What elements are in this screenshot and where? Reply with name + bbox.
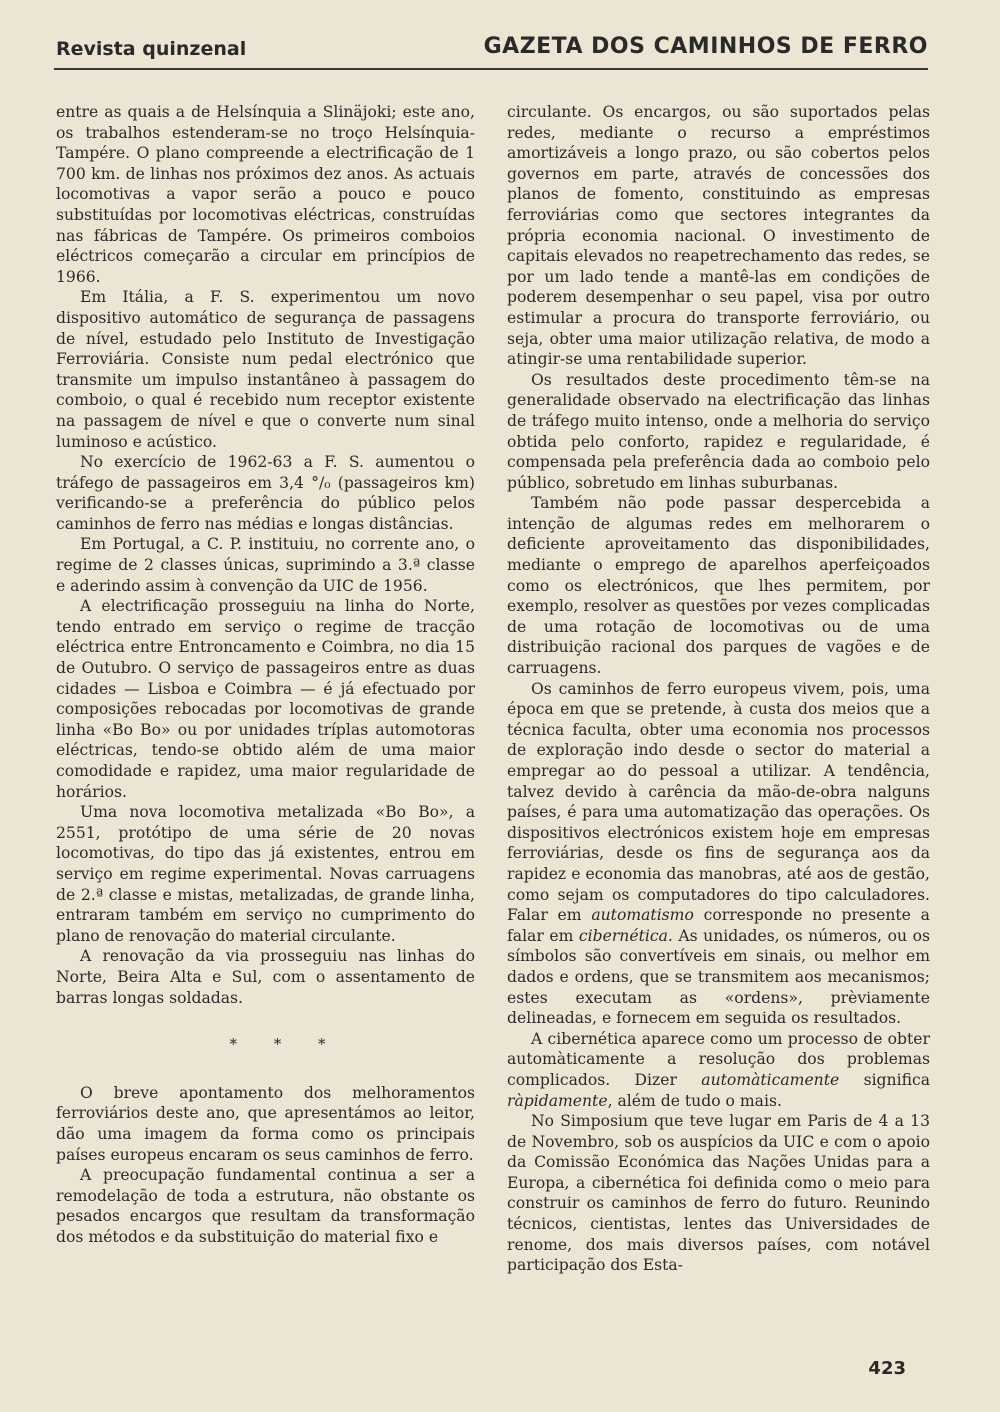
paragraph: Em Itália, a F. S. experimentou um novo dispositivo automático de segurança de passagens de nível, estudado pelo Instituto de Investigação Ferroviária. Consiste num pedal electrónico que transmite um impulso instantâneo à passagem do comboio, o qual é recebido num receptor existente na passagem de nível e que o converte num sinal luminoso e acústico.: [56, 288, 475, 451]
paragraph: O breve apontamento dos melhoramentos ferroviários deste ano, que apresentámos ao leitor, dão uma imagem da forma como os principais países europeus encaram os seus caminhos de ferro.: [56, 1083, 475, 1164]
journal-frequency: Revista quinzenal: [56, 38, 247, 60]
text-run: Os caminhos de ferro europeus vivem, pois, uma época em que se pretende, à custa dos meios que a técnica faculta, obter uma economia nos processos de exploração indo desde o sector do material a empregar ao do pessoal a utilizar. A tendência, talvez devido à carência da mão-de-obra nalguns países, é para uma automatização das operações. Os dispositivos electrónicos existem hoje em empresas ferroviárias, desde os fins de segurança aos da rapidez e economia das manobras, até aos de gestão, como sejam os computadores do tipo calculadores. Falar em: [507, 679, 930, 925]
italic-term: ràpidamente: [507, 1091, 608, 1110]
right-column: [507, 102, 930, 1276]
text-run: As unidades, os números, ou os símbolos são convertíveis em sinais, ou melhor em dados e ordens, que se transmitem aos mecanismos; estes executam as «ordens», prèviamente delineadas, e fornecem em seguida os resultados.: [507, 926, 930, 1028]
italic-term: automàticamente: [701, 1070, 840, 1089]
paragraph: [507, 1029, 930, 1111]
italic-term: cibernética.: [578, 926, 673, 945]
italic-term: automatismo: [591, 906, 694, 925]
paragraph: No Simposium que teve lugar em Paris de 4 a 13 de Novembro, sob os auspícios da UIC e com o apoio da Comissão Económica das Nações Unidas para a Europa, a cibernética foi definida como o meio para construir os caminhos de ferro do futuro. Reunindo técnicos, cientistas, lentes das Universidades de renome, dos mais diversos países, com notável participação dos Esta-: [507, 1112, 930, 1275]
paragraph: No exercício de 1962-63 a F. S. aumentou o tráfego de passageiros em 3,4 °/₀ (passageiros km) verificando-se a preferência do público pelos caminhos de ferro nas médias e longas distâncias.: [56, 453, 475, 533]
paragraph: entre as quais a de Helsínquia a Slinäjoki; este ano, os trabalhos estenderam-se no troço Helsínquia-Tampére. O plano compreende a electrificação de 1 700 km. de linhas nos próximos dez anos. As actuais locomotivas a vapor serão a pouco e pouco substituídas por locomotivas eléctricas, construídas nas fábricas de Tampére. Os primeiros comboios eléctricos começarão a circular em princípios de 1966.: [56, 103, 475, 286]
paragraph: Em Portugal, a C. P. instituiu, no corrente ano, o regime de 2 classes únicas, suprimindo a 3.ª classe e aderindo assim à convenção da UIC de 1956.: [56, 535, 475, 595]
text-run: A cibernética aparece como um processo de obter automàticamente a resolução dos problemas complicados. Dizer: [507, 1029, 930, 1089]
left-column: [56, 102, 475, 1247]
text-run: , além de tudo o mais.: [607, 1091, 782, 1110]
paragraph: A preocupação fundamental continua a ser a remodelação de toda a estrutura, não obstante os pesados encargos que resultam da transformação dos métodos e da substituição do material fixo e: [56, 1166, 475, 1246]
paragraph: [507, 679, 930, 1029]
text-run: corresponde no presente a falar em: [507, 906, 930, 945]
page-number: 423: [868, 1358, 906, 1379]
paragraph: Os resultados deste procedimento têm-se na generalidade observado na electrificação das linhas de tráfego muito intenso, onde a melhoria do serviço obtida pelo conforto, rapidez e regularidade, é compensada pela preferência dada ao comboio pelo público, sobretudo em linhas suburbanas.: [507, 370, 930, 492]
section-separator: * * *: [229, 1035, 342, 1054]
paragraph: A electrificação prosseguiu na linha do Norte, tendo entrado em serviço o regime de tracção eléctrica entre Entroncamento e Coimbra, no dia 15 de Outubro. O serviço de passageiros entre as duas cidades — Lisboa e Coimbra — é já efectuado por composições rebocadas por locomotivas de grande linha «Bo Bo» ou por unidades tríplas automotoras eléctricas, tendo-se obtido além de uma maior comodidade e rapidez, uma maior regularidade de horários.: [56, 597, 475, 801]
paragraph: A renovação da via prosseguiu nas linhas do Norte, Beira Alta e Sul, com o assentamento de barras longas soldadas.: [56, 947, 475, 1007]
paragraph: Uma nova locomotiva metalizada «Bo Bo», a 2551, protótipo de uma série de 20 novas locomotivas, do tipo das já existentes, entrou em serviço em regime experimental. Novas carruagens de 2.ª classe e mistas, metalizadas, de grande linha, entraram também em serviço no cumprimento do plano de renovação do material circulante.: [56, 803, 475, 945]
paragraph: Também não pode passar despercebida a intenção de algumas redes em melhorarem o deficiente aproveitamento das disponibilidades, mediante o emprego de aparelhos aperfeiçoados como os electrónicos, que lhes permitem, por exemplo, resolver as questões por vezes complicadas de uma rotação de locomotivas ou de uma distribuição racional dos parques de vagões e de carruagens.: [507, 494, 930, 678]
paragraph: circulante. Os encargos, ou são suportados pelas redes, mediante o recurso a empréstimos amortizáveis a longo prazo, ou são cobertos pelos governos em parte, através de concessões dos planos de fomento, constituindo as empresas ferroviárias como que sectores integrantes da própria economia nacional. O investimento de capitais elevados no reapetrechamento das redes, se por um lado tende a mantê-las em condições de poderem desempenhar o seu papel, visa por outro estimular a procura do transporte ferroviário, ou seja, obter uma maior utilização relativa, de modo a atingir-se uma rentabilidade superior.: [507, 103, 930, 369]
header-rule: [54, 68, 928, 70]
journal-title: GAZETA DOS CAMINHOS DE FERRO: [483, 34, 928, 59]
running-head: [56, 34, 928, 64]
text-run: significa: [863, 1070, 930, 1089]
